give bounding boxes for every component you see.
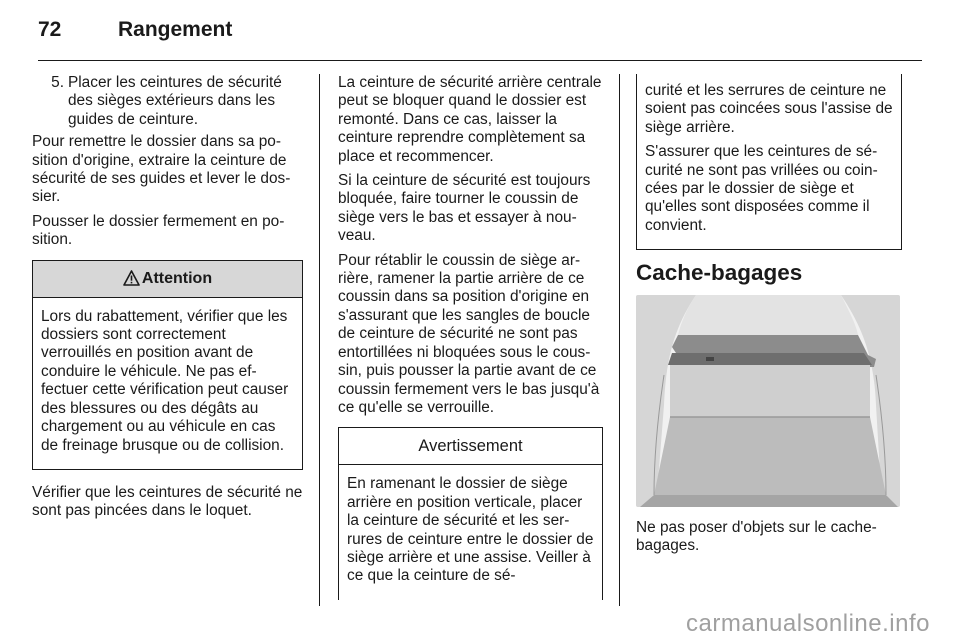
avertissement-text: curité et les serrures de ceinture ne soient pas coincées sous l'assise de siège arrière. [645,82,893,136]
paragraph: Pousser le dossier fermement en position. [32,212,285,249]
list-number: 5. [51,74,64,91]
paragraph: Vérifier que les ceintures de sécurité ne sont pas pincées dans le loquet. [32,483,303,520]
warning-triangle-icon [123,264,140,300]
page-number: 72 [38,18,62,41]
attention-box [32,260,303,470]
column-3 [636,74,902,561]
column-2 [338,74,603,614]
attention-title: Attention [141,269,213,287]
page-header [38,18,232,48]
avertissement-box-continued [636,74,902,250]
avertissement-title: Avertissement [339,428,602,465]
cargo-cover-illustration [636,295,900,507]
paragraph: Pour rétablir le coussin de siège arrière, ramener la partie arrière de ce coussin dans sa position d'origine en s'assurant que les sangles de boucle de ceinture de sécurité ne sont pas entortillées ni bloquées sous le coussin, puis pousser la partie avant de ce coussin fermement vers le bas jusqu'à ce qu'elle se verrouille. [338,251,600,416]
page-title: Rangement [118,18,233,41]
list-item [32,74,303,129]
paragraph: Ne pas poser d'objets sur le cache-bagages. [636,518,877,555]
column-1 [32,74,303,527]
paragraph: Si la ceinture de sécurité est toujours bloquée, faire tourner le coussin de siège vers le bas et essayer à nouveau. [338,172,591,245]
attention-text: Lors du rabattement, vérifier que les dossiers sont correctement verrouillés en position avant de conduire le véhicule. Ne pas effectuer cette vérification peut causer des blessures ou des dégâts au chargement ou au véhicule en cas de freinage brusque ou de collision. [41,307,289,454]
watermark-text: carmanualsonline.info [686,610,930,637]
attention-header [33,261,302,298]
section-heading: Cache-bagages [636,260,803,286]
avertissement-box [338,427,603,599]
header-rule [38,60,922,61]
paragraph: La ceinture de sécurité arrière centrale peut se bloquer quand le dossier est remonté. Dans ce cas, laisser la ceinture reprendre complètement sa place et recommencer. [338,74,602,165]
column-divider [319,74,320,606]
list-text: Placer les ceintures de sécurité des sièges extérieurs dans les guides de ceinture. [68,74,282,128]
avertissement-text: S'assurer que les ceintures de sécurité ne sont pas vrillées ou coincées par le dossier de siège et qu'elles sont disposées comme il convient. [645,143,878,234]
avertissement-text: En ramenant le dossier de siège arrière en position verticale, placer la ceinture de sécurité et les serrures de ceinture entre le dossier de siège arrière et une assise. Veiller à ce que la ceinture de sé- [347,475,594,585]
column-divider [619,74,620,606]
paragraph: Pour remettre le dossier dans sa position d'origine, extraire la ceinture de sécurité de ses guides et lever le dossier. [32,133,291,206]
